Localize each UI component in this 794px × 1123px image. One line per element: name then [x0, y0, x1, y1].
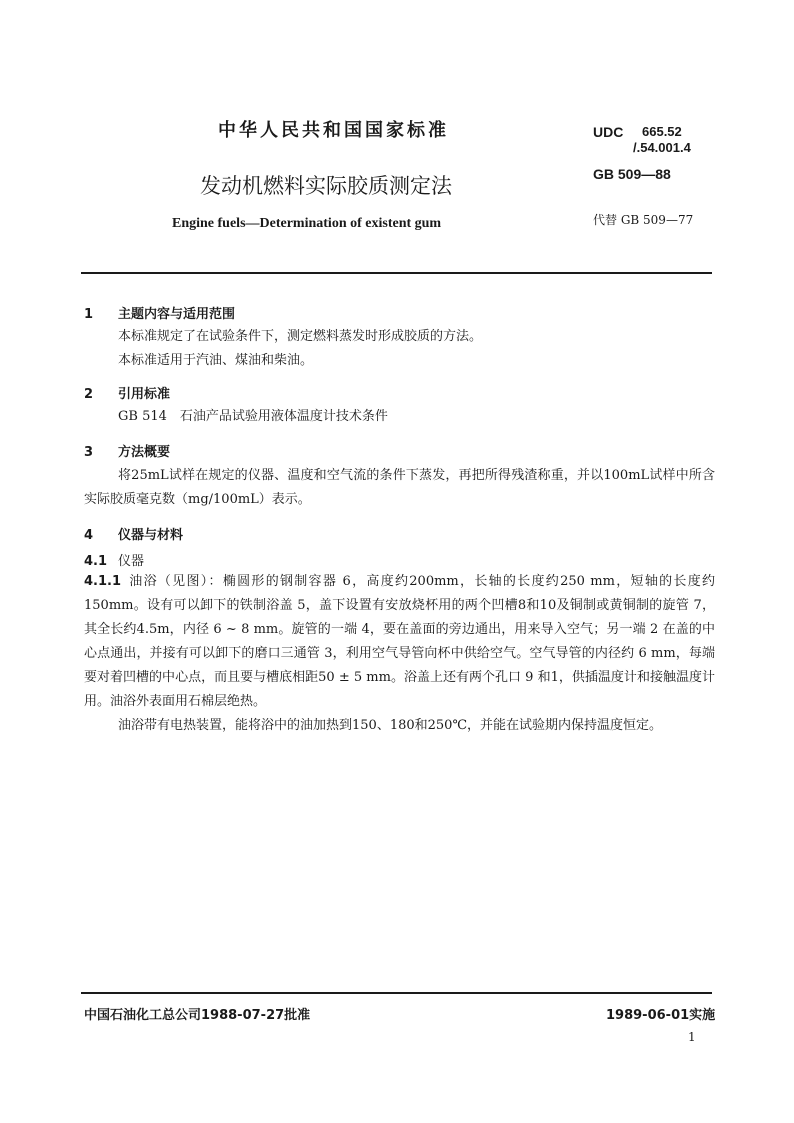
- english-title: Engine fuels—Determination of existent gum: [172, 216, 442, 231]
- section-4-heading: [84, 524, 183, 543]
- section-2-body: [84, 405, 715, 429]
- section-number: 4: [84, 528, 94, 543]
- section-3-body: [84, 464, 715, 512]
- gb-code: GB 509—88: [593, 166, 671, 182]
- section-number: 3: [84, 445, 94, 460]
- approval-line: 中国石油化工总公司1988-07-27批准: [84, 1008, 311, 1023]
- footer-divider: [81, 992, 712, 994]
- subsection-4-1-heading: [84, 550, 144, 569]
- paragraph: 将25mL试样在规定的仪器、温度和空气流的条件下蒸发，再把所得残渣称重，并以100mL试样中所含实际胶质毫克数（mg/100mL）表示。: [84, 468, 715, 507]
- subsection-number: 4.1: [84, 554, 108, 569]
- clause-4-1-1: [84, 570, 715, 738]
- subsection-title: 仪器: [118, 554, 145, 569]
- clause-text-2: 油浴带有电热装置，能将浴中的油加热到150、180和250℃，并能在试验期内保持温度恒定。: [118, 718, 662, 733]
- paragraph: 本标准规定了在试验条件下，测定燃料蒸发时形成胶质的方法。: [118, 329, 483, 344]
- section-1-heading: [84, 303, 235, 322]
- section-title: 引用标准: [118, 387, 171, 402]
- section-2-heading: [84, 383, 170, 402]
- document-title: 发动机燃料实际胶质测定法: [200, 174, 452, 198]
- effective-date: 1989-06-01实施: [606, 1008, 716, 1023]
- section-3-heading: [84, 441, 170, 460]
- replaces-standard: 代替 GB 509—77: [593, 213, 694, 227]
- standard-title: 中华人民共和国国家标准: [218, 120, 449, 141]
- paragraph: 本标准适用于汽油、煤油和柴油。: [118, 353, 314, 368]
- clause-number: 4.1.1: [84, 574, 122, 589]
- section-title: 主题内容与适用范围: [118, 307, 236, 322]
- header-divider: [81, 272, 712, 274]
- referenced-standard: GB 514 石油产品试验用液体温度计技术条件: [118, 409, 388, 424]
- section-title: 仪器与材料: [118, 528, 184, 543]
- clause-text: 油浴（见图）：椭圆形的钢制容器 6，高度约200mm，长轴的长度约250 mm，短轴的长度约150mm。设有可以卸下的铁制浴盖 5，盖下设置有安放烧杯用的两个凹槽8和10及铜制或黄铜制的旋管 7，其全长约4.5m，内径 6 ~ 8 mm。旋管的一端 4，要在盖面的旁边通出，用来导入空气；另一端 2 在盖的中心点通出，并接有可以卸下的磨口三通管 3，利用空气导管向杯中供给空气。空气导管的内径约 6 mm，每端要对着凹槽的中心点，而且要与槽底相距50 ± 5 mm。浴盖上还有两个孔口 9 和1，供插温度计和接触温度计用。油浴外表面用石棉层绝热。: [84, 574, 715, 709]
- section-number: 2: [84, 387, 94, 402]
- udc-label: UDC: [593, 124, 624, 140]
- section-1-body: [84, 325, 715, 373]
- udc-code-line2: /.54.001.4: [633, 140, 691, 155]
- page-number: 1: [688, 1030, 696, 1044]
- udc-code-line1: 665.52: [642, 124, 682, 139]
- section-number: 1: [84, 307, 94, 322]
- section-title: 方法概要: [118, 445, 171, 460]
